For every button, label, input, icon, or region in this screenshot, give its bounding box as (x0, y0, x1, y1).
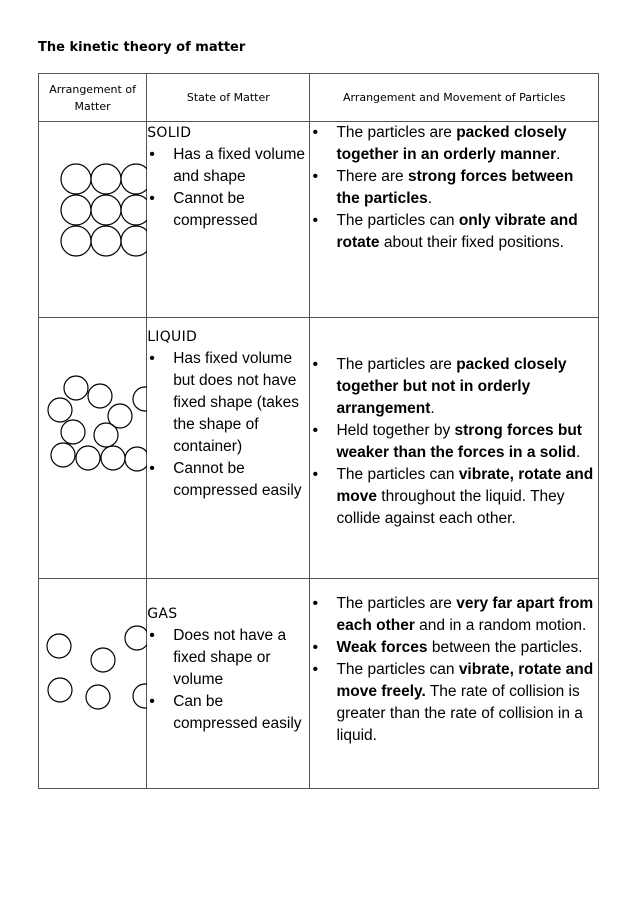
particle (48, 678, 72, 702)
gas-description-cell (310, 579, 599, 789)
table-header-row (39, 74, 599, 122)
description-list (310, 354, 598, 530)
particle (91, 226, 121, 256)
header-movement: Arrangement and Movement of Particles (310, 74, 599, 122)
gas-diagram-cell (39, 579, 147, 789)
state-point: • Can be compressed easily (147, 691, 309, 735)
description-item: • The particles are very far apart from each other and in a random motion. (310, 593, 598, 637)
solid-description-cell (310, 122, 599, 318)
state-points (147, 144, 309, 232)
description-item: • The particles are packed closely together but not in orderly arrangement. (310, 354, 598, 420)
description-item: • There are strong forces between the particles. (310, 166, 598, 210)
header-arrangement: Arrangement of Matter (39, 74, 147, 122)
liquid-state-cell (147, 318, 310, 579)
particle (61, 226, 91, 256)
particle (125, 626, 147, 650)
particle (101, 446, 125, 470)
state-name: SOLID (147, 125, 192, 141)
liquid-diagram-cell (39, 318, 147, 579)
description-item: • The particles can only vibrate and rotate about their fixed positions. (310, 210, 598, 254)
description-item: • The particles can vibrate, rotate and move freely. The rate of collision is greater than the rate of collision in a liquid. (310, 659, 598, 747)
state-points (147, 625, 309, 735)
particle (61, 195, 91, 225)
particle (91, 164, 121, 194)
particle (121, 195, 147, 225)
particle (88, 384, 112, 408)
table-row-liquid (39, 318, 599, 579)
particle (64, 376, 88, 400)
description-list (310, 122, 598, 254)
particle (51, 443, 75, 467)
description-item: • The particles are packed closely together in an orderly manner. (310, 122, 598, 166)
liquid-particles-diagram (39, 318, 147, 518)
state-name: GAS (147, 606, 178, 622)
state-point: • Does not have a fixed shape or volume (147, 625, 309, 691)
particle (48, 398, 72, 422)
gas-state-cell (147, 579, 310, 789)
particle (121, 164, 147, 194)
particle (133, 684, 147, 708)
description-item: • The particles can vibrate, rotate and move throughout the liquid. They collide against each other. (310, 464, 598, 530)
particle (86, 685, 110, 709)
state-point: • Has fixed volume but does not have fixed shape (takes the shape of container) (147, 348, 309, 458)
state-point: • Cannot be compressed (147, 188, 309, 232)
description-item: • Held together by strong forces but weaker than the forces in a solid. (310, 420, 598, 464)
header-state: State of Matter (147, 74, 310, 122)
particle (121, 226, 147, 256)
particle (76, 446, 100, 470)
particle (94, 423, 118, 447)
description-list (310, 593, 598, 747)
solid-state-cell (147, 122, 310, 318)
table-row-gas (39, 579, 599, 789)
particle (125, 447, 147, 471)
kinetic-theory-table (38, 73, 599, 789)
solid-particles-diagram (39, 122, 147, 262)
state-name: LIQUID (147, 329, 198, 345)
gas-particles-diagram (39, 579, 147, 739)
liquid-description-cell (310, 318, 599, 579)
particle (91, 195, 121, 225)
particle (91, 648, 115, 672)
table-row-solid (39, 122, 599, 318)
state-point: • Cannot be compressed easily (147, 458, 309, 502)
particle (61, 420, 85, 444)
state-points (147, 348, 309, 502)
page-title: The kinetic theory of matter (38, 40, 246, 55)
particle (133, 387, 147, 411)
particle (61, 164, 91, 194)
description-item: • Weak forces between the particles. (310, 637, 598, 659)
state-point: • Has a fixed volume and shape (147, 144, 309, 188)
particle (47, 634, 71, 658)
solid-diagram-cell (39, 122, 147, 318)
